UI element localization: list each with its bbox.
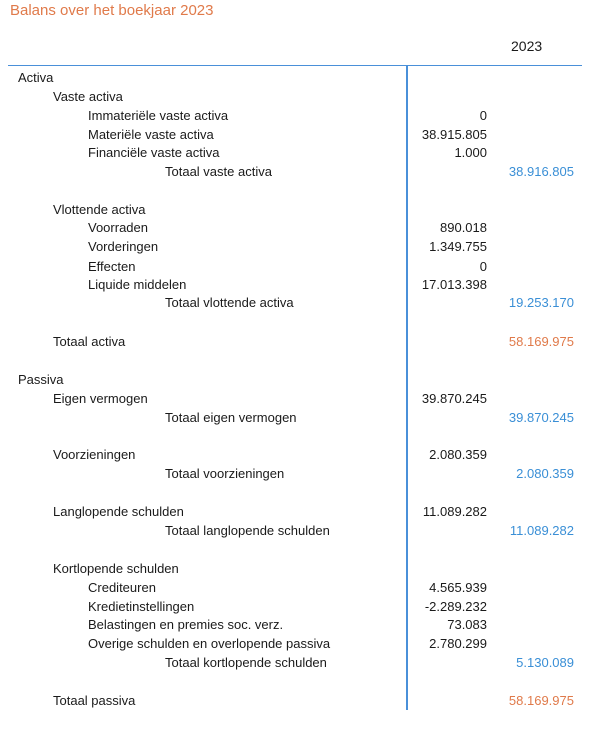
line-item-label: Materiële vaste activa bbox=[88, 127, 214, 142]
line-item-value: 1.349.755 bbox=[429, 239, 487, 254]
subtotal-row-kortlopende-schulden bbox=[0, 653, 598, 672]
line-item-row bbox=[0, 275, 598, 294]
line-item-label: Belastingen en premies soc. verz. bbox=[88, 617, 284, 632]
line-item-value: 0 bbox=[479, 259, 487, 274]
subtotal-value: 39.870.245 bbox=[508, 410, 574, 425]
subtotal-label: Totaal voorzieningen bbox=[165, 466, 285, 481]
grand-total-row-passiva bbox=[0, 691, 598, 710]
group-heading: Eigen vermogen bbox=[53, 391, 148, 406]
grand-total-label: Totaal activa bbox=[53, 334, 126, 349]
line-item-row bbox=[0, 634, 598, 653]
line-item-value: 73.083 bbox=[447, 617, 487, 632]
line-item-value: 39.870.245 bbox=[421, 391, 487, 406]
report-title: Balans over het boekjaar 2023 bbox=[10, 2, 214, 19]
line-item-row bbox=[0, 218, 598, 237]
group-heading: Vlottende activa bbox=[53, 202, 146, 217]
line-item-value: 17.013.398 bbox=[421, 277, 487, 292]
group-heading: Langlopende schulden bbox=[53, 504, 184, 519]
line-item-value: 4.565.939 bbox=[429, 580, 487, 595]
group-row-vlottende-activa bbox=[0, 200, 598, 219]
line-item-label: Crediteuren bbox=[88, 580, 156, 595]
group-row-eigen-vermogen bbox=[0, 389, 598, 408]
group-row-voorzieningen bbox=[0, 445, 598, 464]
header-rule bbox=[8, 65, 582, 66]
group-heading: Voorzieningen bbox=[53, 447, 136, 462]
line-item-label: Voorraden bbox=[88, 220, 148, 235]
line-item-value: 890.018 bbox=[440, 220, 487, 235]
line-item-row bbox=[0, 125, 598, 144]
line-item-value: 2.080.359 bbox=[429, 447, 487, 462]
section-heading: Passiva bbox=[18, 372, 64, 387]
line-item-row bbox=[0, 615, 598, 634]
subtotal-label: Totaal vlottende activa bbox=[165, 295, 294, 310]
line-item-row bbox=[0, 143, 598, 162]
line-item-value: 11.089.282 bbox=[422, 504, 487, 519]
section-row-passiva bbox=[0, 370, 598, 389]
grand-total-row-activa bbox=[0, 332, 598, 351]
line-item-value: 2.780.299 bbox=[429, 636, 487, 651]
group-heading: Vaste activa bbox=[53, 89, 123, 104]
line-item-row bbox=[0, 106, 598, 125]
section-row-activa bbox=[0, 68, 598, 87]
line-item-label: Effecten bbox=[88, 259, 136, 274]
line-item-row bbox=[0, 257, 598, 276]
subtotal-row-voorzieningen bbox=[0, 464, 598, 483]
line-item-row bbox=[0, 578, 598, 597]
section-heading: Activa bbox=[18, 70, 54, 85]
subtotal-row-eigen-vermogen bbox=[0, 408, 598, 427]
group-row-vaste-activa bbox=[0, 87, 598, 106]
subtotal-label: Totaal eigen vermogen bbox=[165, 410, 297, 425]
subtotal-value: 38.916.805 bbox=[508, 164, 574, 179]
subtotal-row-vlottende-activa bbox=[0, 293, 598, 312]
subtotal-value: 2.080.359 bbox=[516, 466, 574, 481]
line-item-value: 38.915.805 bbox=[421, 127, 487, 142]
subtotal-label: Totaal kortlopende schulden bbox=[165, 655, 327, 670]
grand-total-value: 58.169.975 bbox=[508, 334, 574, 349]
subtotal-value: 19.253.170 bbox=[508, 295, 574, 310]
line-item-value: -2.289.232 bbox=[424, 599, 487, 614]
group-row-langlopende-schulden bbox=[0, 502, 598, 521]
line-item-label: Vorderingen bbox=[88, 239, 159, 254]
grand-total-value: 58.169.975 bbox=[508, 693, 574, 708]
year-column-header: 2023 bbox=[511, 38, 543, 54]
subtotal-value: 5.130.089 bbox=[516, 655, 574, 670]
line-item-value: 1.000 bbox=[454, 145, 487, 160]
line-item-label: Liquide middelen bbox=[88, 277, 187, 292]
subtotal-label: Totaal vaste activa bbox=[165, 164, 272, 179]
line-item-label: Financiële vaste activa bbox=[88, 145, 220, 160]
group-heading: Kortlopende schulden bbox=[53, 561, 179, 576]
grand-total-label: Totaal passiva bbox=[53, 693, 136, 708]
group-row-kortlopende-schulden bbox=[0, 559, 598, 578]
subtotal-value: 11.089.282 bbox=[509, 523, 574, 538]
line-item-label: Immateriële vaste activa bbox=[88, 108, 229, 123]
line-item-row bbox=[0, 597, 598, 616]
line-item-label: Overige schulden en overlopende passiva bbox=[88, 636, 331, 651]
line-item-label: Kredietinstellingen bbox=[88, 599, 195, 614]
line-item-value: 0 bbox=[479, 108, 487, 123]
subtotal-row-vaste-activa bbox=[0, 162, 598, 181]
subtotal-row-langlopende-schulden bbox=[0, 521, 598, 540]
line-item-row bbox=[0, 237, 598, 256]
subtotal-label: Totaal langlopende schulden bbox=[165, 523, 330, 538]
